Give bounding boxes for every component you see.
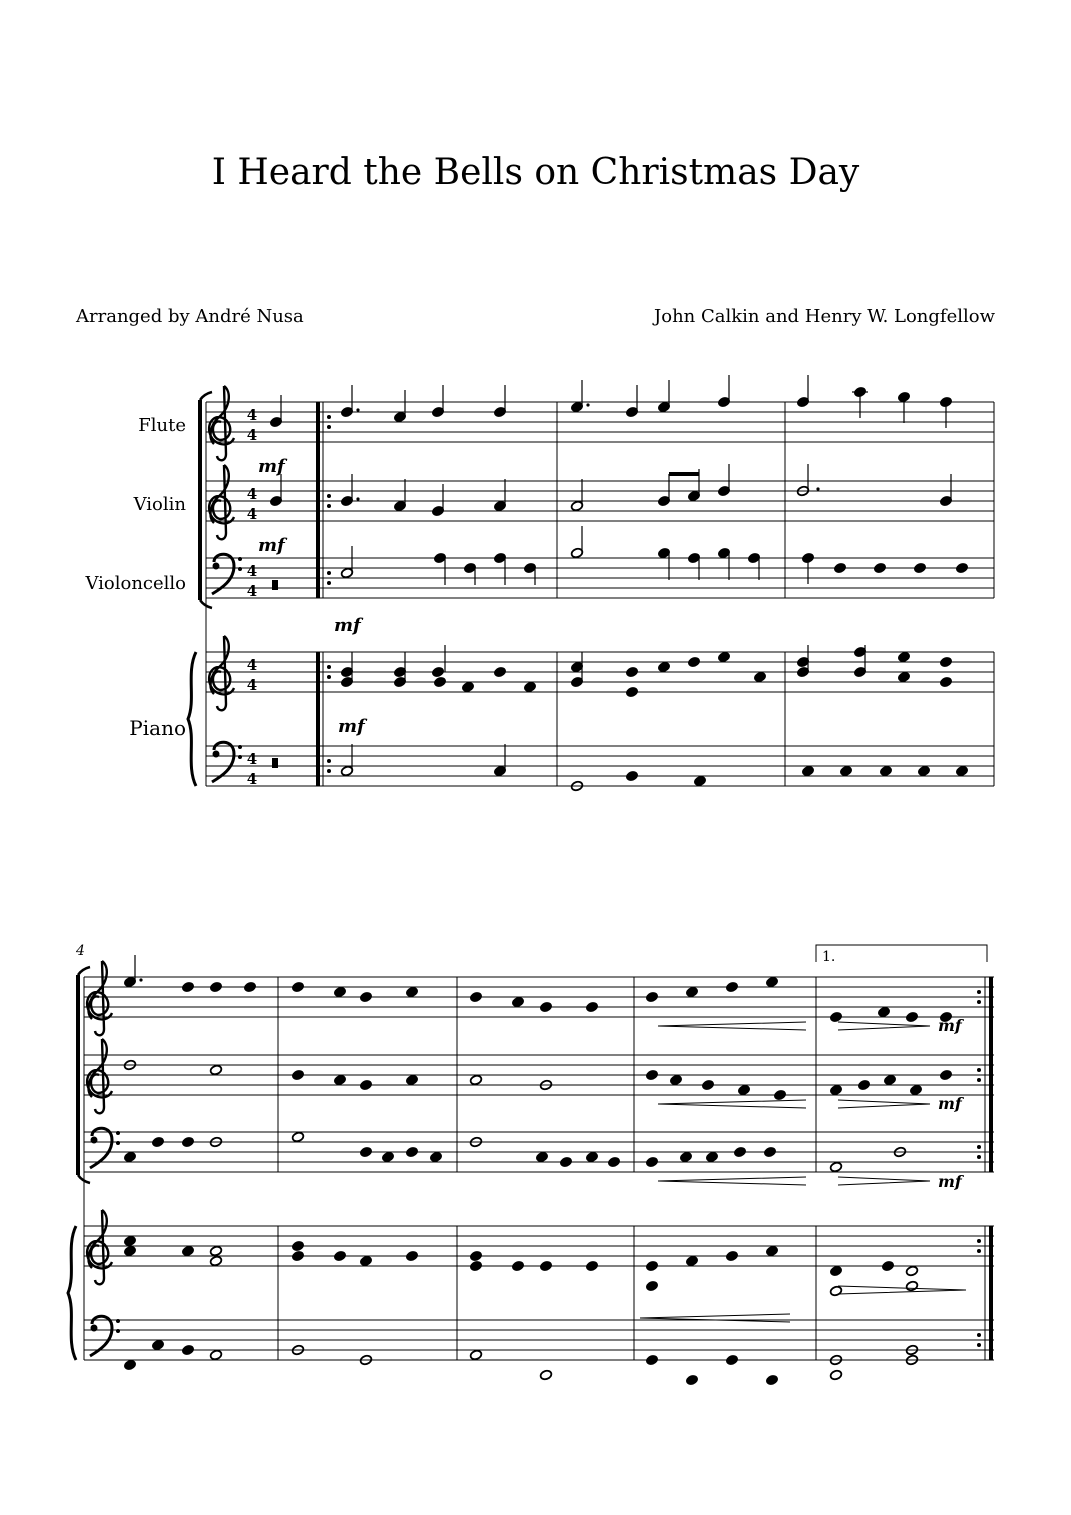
piano-brace — [68, 1226, 76, 1360]
piano-rh-notes — [340, 645, 952, 698]
ensemble-bracket — [76, 967, 90, 1360]
time-signature-top: 4 — [246, 750, 258, 768]
flute-staff — [206, 402, 994, 442]
dynamic-mf: mf — [334, 615, 361, 636]
piano-treble-staff — [206, 652, 994, 692]
time-signature-bottom: 4 — [246, 582, 258, 600]
flute-staff — [84, 977, 994, 1017]
violin-staff — [206, 481, 994, 521]
crescendo-hairpin — [658, 1022, 930, 1030]
page-title: I Heard the Bells on Christmas Day — [211, 152, 860, 193]
treble-clef-icon — [209, 386, 234, 460]
crescendo-hairpin — [658, 1100, 930, 1108]
repeat-end-barline — [977, 977, 993, 1360]
flute-notes — [123, 955, 952, 1023]
treble-clef-icon — [209, 465, 234, 539]
time-signature-top: 4 — [246, 562, 258, 580]
piano-lh-notes — [123, 1339, 918, 1385]
time-signature-bottom: 4 — [246, 505, 258, 523]
dynamic-mf: mf — [258, 456, 285, 477]
time-signature-bottom: 4 — [246, 426, 258, 444]
instrument-label-violin: Violin — [133, 494, 186, 515]
piano-brace — [188, 652, 196, 786]
composer-credit: John Calkin and Henry W. Longfellow — [654, 306, 995, 327]
violin-staff — [84, 1055, 994, 1095]
instrument-label-flute: Flute — [138, 415, 186, 436]
cello-staff — [206, 558, 994, 598]
violin-notes — [123, 1059, 952, 1100]
treble-clef-icon — [87, 1210, 112, 1284]
treble-clef-icon — [209, 636, 234, 710]
system-2 — [68, 943, 994, 1386]
ensemble-bracket — [198, 392, 212, 786]
treble-clef-icon — [87, 961, 112, 1035]
dynamic-mf: mf — [258, 535, 285, 556]
barlines — [278, 977, 816, 1360]
repeat-start-barline — [316, 402, 331, 786]
instrument-label-cello: Violoncello — [85, 573, 186, 594]
measure-number: 4 — [76, 943, 85, 959]
piano-lh-notes — [272, 744, 969, 792]
barlines — [557, 402, 994, 786]
dynamic-mf: mf — [938, 1094, 962, 1113]
crescendo-hairpin — [658, 1177, 930, 1185]
dynamic-mf: mf — [338, 716, 365, 737]
time-signature-top: 4 — [246, 406, 258, 424]
crescendo-hairpin — [640, 1286, 966, 1322]
piano-bass-staff — [206, 746, 994, 786]
volta-bracket — [816, 945, 987, 965]
treble-clef-icon — [87, 1039, 112, 1113]
arranger-credit: Arranged by André Nusa — [76, 306, 304, 327]
system-1 — [188, 375, 994, 792]
time-signature-bottom: 4 — [246, 770, 258, 788]
violin-notes — [269, 464, 952, 517]
dynamic-mf: mf — [938, 1016, 962, 1035]
time-signature-bottom: 4 — [246, 676, 258, 694]
instrument-label-piano: Piano — [129, 716, 186, 740]
time-signature-top: 4 — [246, 485, 258, 503]
dynamic-mf: mf — [938, 1172, 962, 1191]
time-signature-top: 4 — [246, 656, 258, 674]
volta-label: 1. — [822, 949, 836, 965]
